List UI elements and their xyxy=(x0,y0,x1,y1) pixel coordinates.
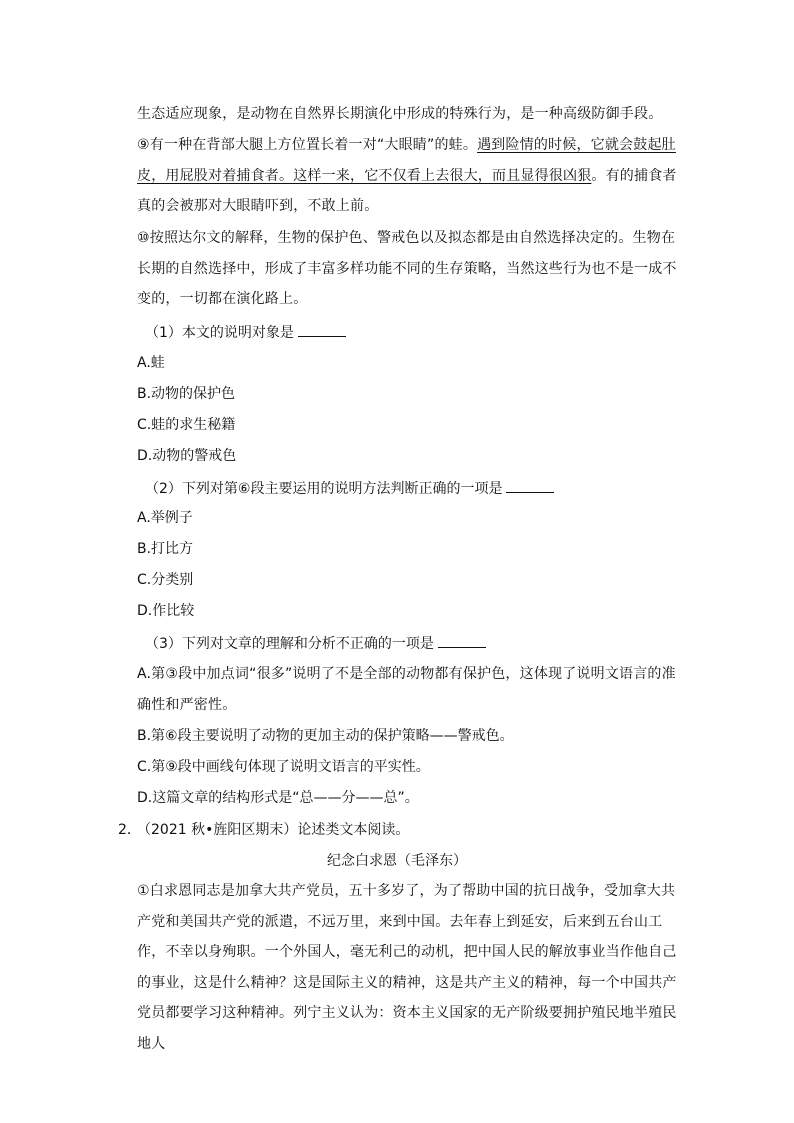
option-text: C.蛙的求生秘籍 xyxy=(137,417,236,433)
answer-blank[interactable] xyxy=(506,478,554,493)
question-source xyxy=(137,820,409,840)
option xyxy=(137,726,514,746)
paragraph-text: ①白求恩同志是加拿大共产党员，五十多岁了，为了帮助中国的抗日战争，受加拿大共产党和美国共产党的派遣，不远万里，来到中国。去年春上到延安，后来到五台山工作，不幸以身殉职。一个外国人，毫无利己的动机，把中国人民的解放事业当作他自己的事业，这是什么精神？这是国际主义的精神，这是共产主义的精神，每一个中国共产党员都要学习这种精神。列宁主义认为：资本主义国家的无产阶级要拥护殖民地半殖民地人 xyxy=(137,883,677,1052)
option xyxy=(137,570,193,590)
paragraph-text: 生态适应现象，是动物在自然界长期演化中形成的特殊行为，是一种高级防御手段。 xyxy=(137,106,663,122)
question-text: （1）本文的说明对象是 xyxy=(145,325,294,341)
option xyxy=(137,353,165,373)
passage-paragraph-10 xyxy=(137,223,677,315)
option-text: D.动物的警戒色 xyxy=(137,448,237,464)
question-text: （2）下列对第⑥段主要运用的说明方法判断正确的一项是 xyxy=(145,481,503,497)
option-text: B.第⑥段主要说明了动物的更加主动的保护策略——警戒色。 xyxy=(137,728,514,744)
option-text: A.蛙 xyxy=(137,355,165,371)
option-text: B.动物的保护色 xyxy=(137,386,236,402)
option xyxy=(137,659,677,720)
option-text: D.作比较 xyxy=(137,603,195,619)
question-text: （3）下列对文章的理解和分析不正确的一项是 xyxy=(145,636,434,652)
underlined-sentence: 遇到险情的时候，它就会鼓起肚皮，用屁股对着捕食者。这样一来，它不仅看上去很大，而且显得很凶狠 xyxy=(137,137,676,184)
option xyxy=(137,446,236,466)
question-1-stem xyxy=(145,322,346,343)
option-text: A.举例子 xyxy=(137,510,193,526)
paragraph-text: 。有的捕食者真的会被那对大眼睛吓到，不敢上前。 xyxy=(137,167,677,214)
option-text: C.第⑨段中画线句体现了说明文语言的平实性。 xyxy=(137,759,430,775)
article-title: 纪念白求恩（毛泽东） xyxy=(327,853,467,869)
paragraph-text: ⑨有一种在背部大腿上方位置长着一对“大眼睛”的蛙。 xyxy=(137,137,478,153)
option xyxy=(137,788,419,808)
article-paragraph-1 xyxy=(137,876,677,1059)
question-2-stem xyxy=(145,478,554,499)
paragraph-text: ⑩按照达尔文的解释，生物的保护色、警戒色以及拟态都是由自然选择决定的。生物在长期的自然选择中，形成了丰富多样功能不同的生存策略，当然这些行为也不是一成不变的，一切都在演化路上。 xyxy=(137,230,677,307)
option-text: B.打比方 xyxy=(137,541,194,557)
option xyxy=(137,601,194,621)
question-3-stem xyxy=(145,633,486,654)
option xyxy=(137,539,193,559)
passage-paragraph-8-tail xyxy=(137,99,677,130)
option-text: C.分类别 xyxy=(137,572,194,588)
question-number: 2． xyxy=(118,822,141,838)
option xyxy=(137,508,193,528)
option xyxy=(137,757,430,777)
option-text: D.这篇文章的结构形式是“总——分——总”。 xyxy=(137,790,419,806)
answer-blank[interactable] xyxy=(298,322,346,337)
passage-paragraph-9 xyxy=(137,130,677,222)
option xyxy=(137,384,235,404)
source-text: （2021 秋•旌阳区期末）论述类文本阅读。 xyxy=(137,822,410,838)
option-text: A.第③段中加点词“很多”说明了不是全部的动物都有保护色，这体现了说明文语言的准确性和严密性。 xyxy=(137,666,676,713)
option xyxy=(137,415,235,435)
answer-blank[interactable] xyxy=(438,633,486,648)
